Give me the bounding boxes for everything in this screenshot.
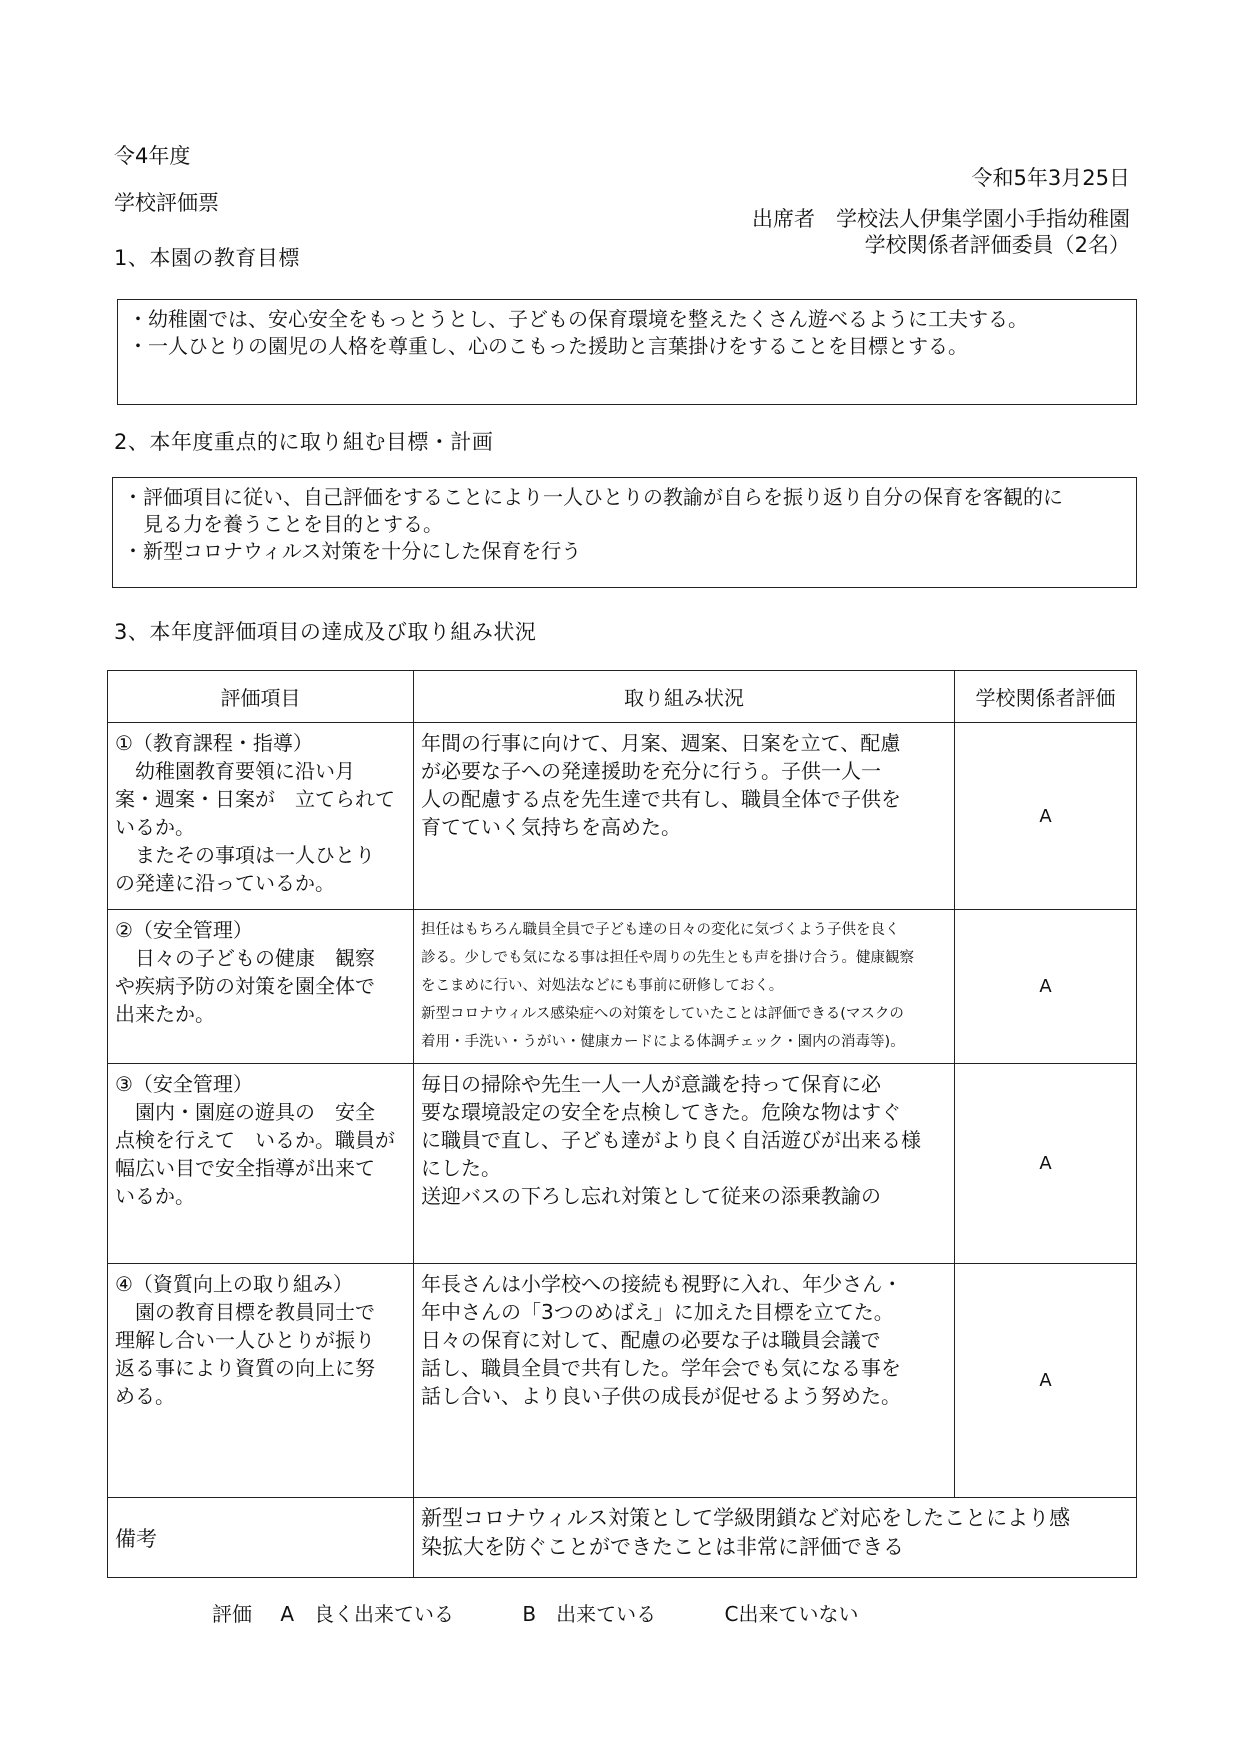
status-line: 日々の保育に対して、配慮の必要な子は職員会議で — [421, 1328, 881, 1352]
status-line: 年中さんの「3つのめばえ」に加えた目標を立てた。 — [421, 1300, 894, 1324]
item-line: や疾病予防の対策を園全体で — [115, 974, 375, 998]
item-line: いるか。 — [115, 815, 195, 839]
priority-goal-line: ・新型コロナウィルス対策を十分にした保育を行う — [123, 539, 582, 563]
item-line: またその事項は一人ひとり — [115, 843, 375, 867]
table-header-row — [108, 671, 1137, 723]
item-line: 点検を行えて いるか。職員が — [115, 1128, 395, 1152]
item-cell — [108, 1264, 414, 1498]
item-cell — [108, 910, 414, 1064]
attendees-line — [752, 206, 1130, 232]
item-title: ①（教育課程・指導） — [115, 731, 313, 755]
status-cell — [414, 910, 955, 1064]
status-line: に職員で直し、子ども達がより良く自活遊びが出来る様 — [421, 1128, 921, 1152]
status-line: 要な環境設定の安全を点検してきた。危険な物はすぐ — [421, 1100, 901, 1124]
status-line: 年間の行事に向けて、月案、週案、日案を立て、配慮 — [421, 731, 901, 755]
table-row — [108, 910, 1137, 1064]
status-cell — [414, 1064, 955, 1264]
status-cell — [414, 723, 955, 910]
item-description — [115, 757, 406, 897]
document-date: 令和5年3月25日 — [971, 166, 1130, 190]
status-cell — [414, 1264, 955, 1498]
section1-heading: 1、本園の教育目標 — [114, 246, 300, 270]
remarks-label: 備考 — [108, 1498, 414, 1578]
status-line: をこまめに行い、対処法などにも事前に研修しておく。 — [421, 978, 784, 994]
attendee-school: 学校法人伊集学園小手指幼稚園 — [836, 207, 1130, 231]
grade-cell: A — [955, 1264, 1137, 1498]
legend-label: 評価 — [212, 1602, 252, 1626]
status-line: 新型コロナウィルス感染症への対策をしていたことは評価できる(マスクの — [421, 1006, 904, 1022]
priority-goals-box — [112, 477, 1137, 588]
column-header-grade: 学校関係者評価 — [955, 671, 1137, 723]
attendees-label: 出席者 — [752, 207, 815, 231]
remarks-line: 染拡大を防ぐことができたことは非常に評価できる — [421, 1535, 904, 1559]
table-row — [108, 723, 1137, 910]
item-description — [115, 944, 406, 1028]
status-line: が必要な子への発達援助を充分に行う。子供一人一 — [421, 759, 881, 783]
item-line: 出来たか。 — [115, 1002, 215, 1026]
item-description — [115, 1298, 406, 1410]
remarks-line: 新型コロナウィルス対策として学級閉鎖など対応をしたことにより感 — [421, 1506, 1071, 1530]
status-line: 話し、職員全員で共有した。学年会でも気になる事を — [421, 1356, 901, 1380]
grade-cell: A — [955, 910, 1137, 1064]
education-goal-line: ・幼稚園では、安心安全をもっとうとし、子どもの保育環境を整えたくさん遊べるように工夫する。 — [128, 307, 1028, 331]
attendee-committee: 学校関係者評価委員（2名） — [864, 233, 1130, 257]
status-line: 毎日の掃除や先生一人一人が意識を持って保育に必 — [421, 1072, 881, 1096]
column-header-status: 取り組み状況 — [414, 671, 955, 723]
fiscal-year: 令4年度 — [114, 144, 191, 168]
table-row — [108, 1264, 1137, 1498]
document-title: 学校評価票 — [114, 191, 219, 215]
item-line: 園の教育目標を教員同士で — [115, 1300, 375, 1324]
grade-cell: A — [955, 1064, 1137, 1264]
grade-legend — [212, 1598, 858, 1627]
item-line: 日々の子どもの健康 観察 — [115, 946, 375, 970]
item-line: 園内・園庭の遊具の 安全 — [115, 1100, 375, 1124]
remarks-row — [108, 1498, 1137, 1578]
status-line: 診る。少しでも気になる事は担任や周りの先生とも声を掛け合う。健康観察 — [421, 950, 914, 966]
item-line: の発達に沿っているか。 — [115, 871, 335, 895]
legend-grade-b: B 出来ている — [522, 1602, 657, 1626]
status-line: にした。 — [421, 1156, 501, 1180]
item-title: ③（安全管理） — [115, 1072, 253, 1096]
priority-goal-line: 見る力を養うことを目的とする。 — [123, 512, 443, 536]
status-line: 年長さんは小学校への接続も視野に入れ、年少さん・ — [421, 1272, 903, 1296]
evaluation-table — [107, 670, 1137, 1578]
status-line: 担任はもちろん職員全員で子ども達の日々の変化に気づくよう子供を良く — [421, 922, 900, 938]
section2-heading: 2、本年度重点的に取り組む目標・計画 — [114, 430, 494, 454]
item-line: 理解し合い一人ひとりが振り — [115, 1328, 375, 1352]
item-line: 返る事により資質の向上に努 — [115, 1356, 375, 1380]
column-header-item: 評価項目 — [108, 671, 414, 723]
item-line: める。 — [115, 1384, 175, 1408]
status-line: 人の配慮する点を先生達で共有し、職員全体で子供を — [421, 787, 901, 811]
education-goals-box — [117, 299, 1137, 405]
item-description — [115, 1098, 406, 1210]
item-line: 幼稚園教育要領に沿い月 — [115, 759, 355, 783]
legend-grade-c: C出来ていない — [724, 1602, 859, 1626]
priority-goal-line: ・評価項目に従い、自己評価をすることにより一人ひとりの教諭が自らを振り返り自分の保育を客観的に — [123, 485, 1063, 509]
item-title: ②（安全管理） — [115, 918, 253, 942]
table-row — [108, 1064, 1137, 1264]
item-line: 幅広い目で安全指導が出来て — [115, 1156, 375, 1180]
section3-heading: 3、本年度評価項目の達成及び取り組み状況 — [114, 620, 537, 644]
grade-cell: A — [955, 723, 1137, 910]
status-line: 話し合い、より良い子供の成長が促せるよう努めた。 — [421, 1384, 901, 1408]
item-line: いるか。 — [115, 1184, 195, 1208]
item-cell — [108, 1064, 414, 1264]
item-title: ④（資質向上の取り組み） — [115, 1272, 353, 1296]
status-line: 育てていく気持ちを高めた。 — [421, 815, 681, 839]
status-line: 着用・手洗い・うがい・健康カードによる体調チェック・園内の消毒等)。 — [421, 1034, 905, 1050]
remarks-text — [414, 1498, 1137, 1578]
education-goal-line: ・一人ひとりの園児の人格を尊重し、心のこもった援助と言葉掛けをすることを目標とする。 — [128, 334, 968, 358]
status-line: 送迎バスの下ろし忘れ対策として従来の添乗教諭の — [421, 1184, 881, 1208]
legend-grade-a: A 良く出来ている — [280, 1602, 455, 1626]
item-line: 案・週案・日案が 立てられて — [115, 787, 395, 811]
item-cell — [108, 723, 414, 910]
